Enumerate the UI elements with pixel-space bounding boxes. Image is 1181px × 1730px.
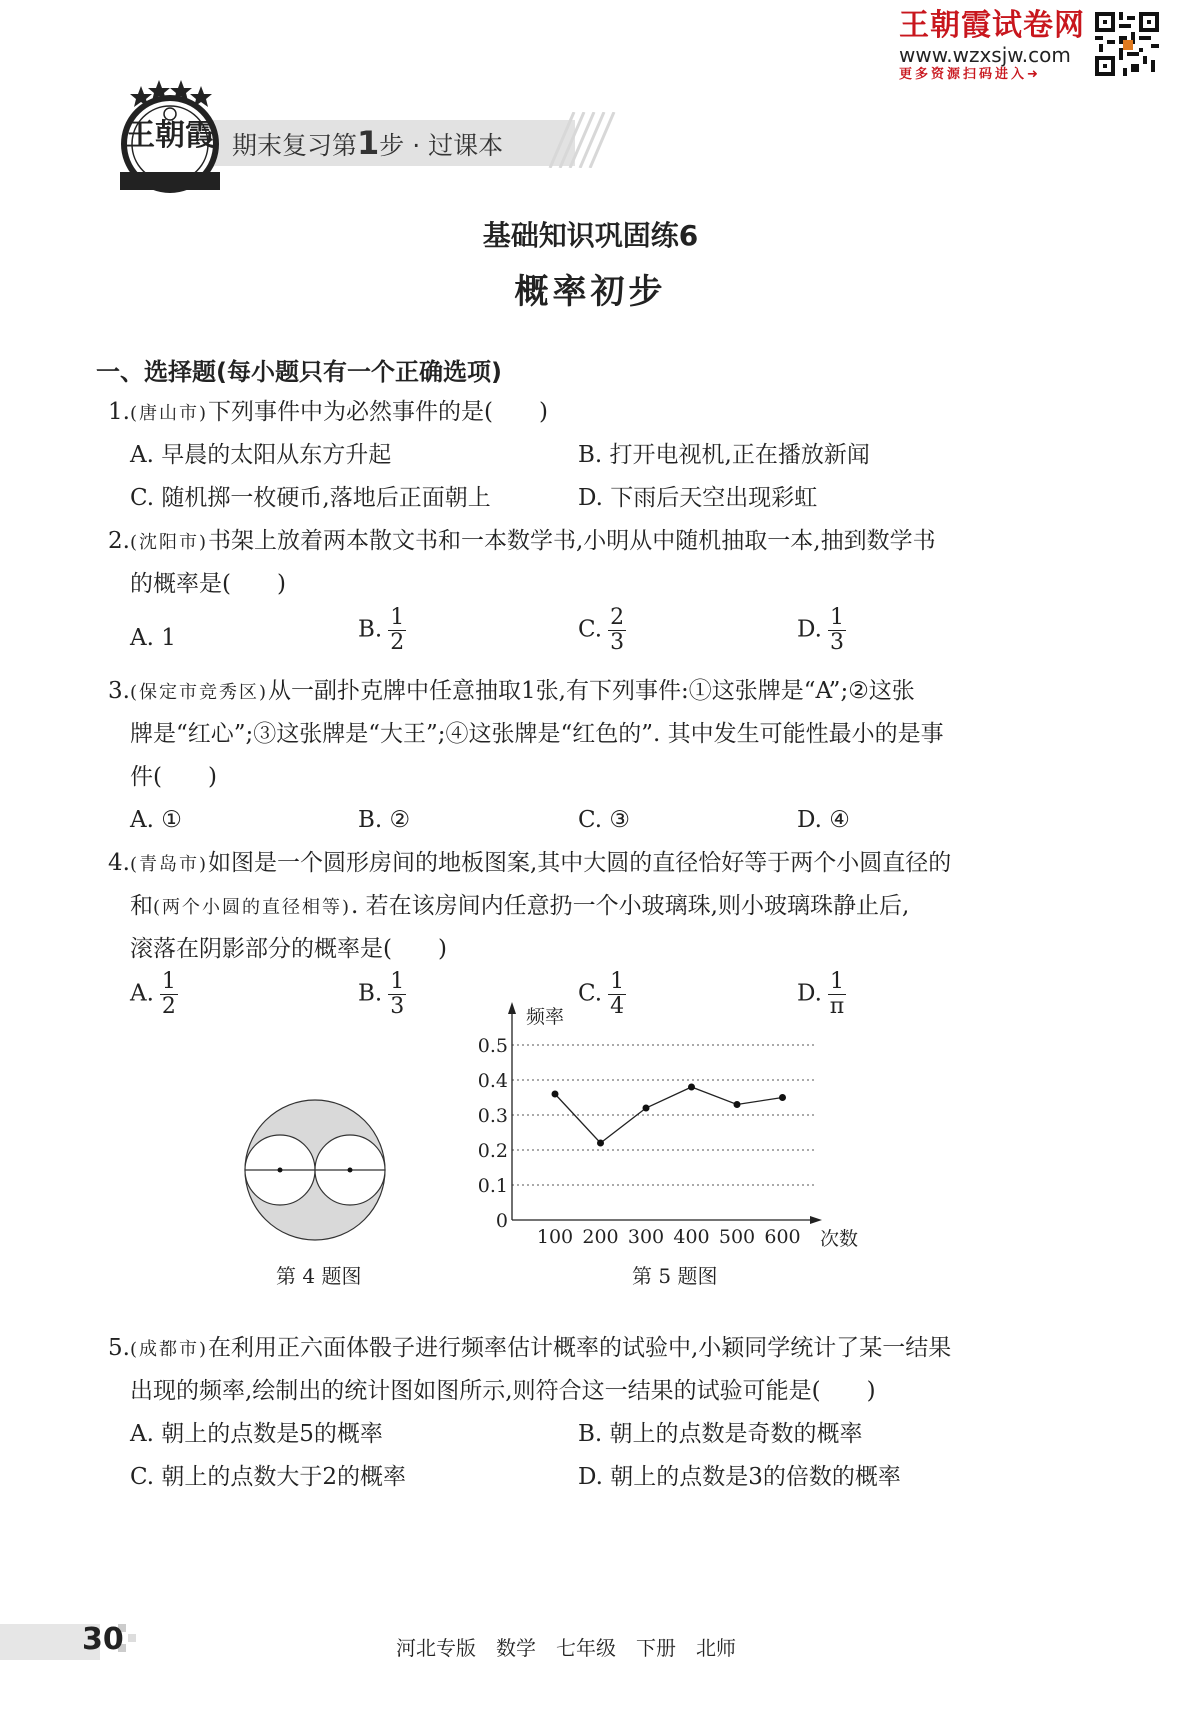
data-point	[597, 1140, 604, 1147]
numerator: 1	[829, 969, 844, 994]
x-tick-label: 200	[582, 1226, 619, 1248]
q3-number: 3.	[108, 678, 130, 704]
denominator: 3	[610, 630, 625, 655]
q5-option-c: C. 朝上的点数大于2的概率	[130, 1464, 407, 1490]
banner-stripes	[540, 112, 630, 168]
q2-stem-line1	[108, 526, 936, 558]
x-tick-label: 600	[764, 1226, 801, 1248]
figure-4-circles	[240, 1095, 390, 1245]
q2-d-fraction	[828, 606, 846, 655]
q3-option-c: C. ③	[578, 807, 631, 833]
q4-number: 4.	[108, 850, 130, 876]
q2-number: 2.	[108, 528, 130, 554]
q2-option-b	[358, 606, 406, 655]
numerator: 1	[610, 969, 625, 994]
banner-step-number: 1	[357, 124, 380, 162]
denominator: 3	[390, 994, 405, 1019]
q4-b-fraction	[388, 970, 406, 1019]
q4-stem-text: 如图是一个圆形房间的地板图案,其中大圆的直径恰好等于两个小圆直径的	[208, 850, 952, 876]
q4-a-fraction	[160, 970, 178, 1019]
figure-5-caption: 第 5 题图	[632, 1264, 718, 1288]
q3-stem-line3: 件( )	[130, 764, 217, 790]
figure-5-chart	[470, 1000, 870, 1260]
q4-stem2-a: 和	[130, 893, 153, 919]
data-point	[643, 1105, 650, 1112]
q4-stem-line2	[130, 891, 909, 923]
q1-option-d: D. 下雨后天空出现彩虹	[578, 485, 818, 511]
q5-number: 5.	[108, 1335, 130, 1361]
q3-stem-text: 从一副扑克牌中任意抽取1张,有下列事件:①这张牌是“A”;②这张	[268, 678, 915, 704]
figure-4-caption: 第 4 题图	[276, 1264, 362, 1288]
q4-c-label: C.	[578, 980, 603, 1007]
y-axis-arrow	[508, 1002, 516, 1014]
qr-code-icon[interactable]	[1095, 12, 1159, 76]
page-subtitle: 基础知识巩固练6	[482, 219, 699, 252]
q4-stem2-c: . 若在该房间内任意扔一个小玻璃珠,则小玻璃珠静止后,	[351, 893, 910, 919]
banner-title	[232, 126, 503, 163]
brand-name: 王朝霞试卷网	[899, 8, 1085, 43]
q3-option-a: A. ①	[130, 807, 182, 833]
x-tick-label: 500	[718, 1226, 756, 1248]
q4-stem2-note: (两个小圆的直径相等)	[153, 897, 352, 918]
brand-url[interactable]: www.wzxsjw.com	[899, 43, 1071, 67]
q4-stem-line1	[108, 848, 951, 880]
center-dot-left	[278, 1168, 283, 1173]
q2-option-c	[578, 606, 626, 655]
q2-d-label: D.	[797, 616, 822, 643]
q3-option-d: D. ④	[797, 807, 850, 833]
q2-b-label: B.	[358, 616, 383, 643]
denominator: 3	[829, 630, 844, 655]
q5-stem-line2: 出现的频率,绘制出的统计图如图所示,则符合这一结果的试验可能是( )	[130, 1378, 876, 1404]
x-axis-label: 次数	[820, 1228, 859, 1250]
q2-stem-text: 书架上放着两本散文书和一本数学书,小明从中随机抽取一本,抽到数学书	[208, 528, 936, 554]
q2-option-d	[797, 606, 846, 655]
q4-a-label: A.	[130, 980, 154, 1007]
q5-option-b: B. 朝上的点数是奇数的概率	[578, 1421, 863, 1447]
q1-option-c: C. 随机掷一枚硬币,落地后正面朝上	[130, 485, 491, 511]
q1-option-b: B. 打开电视机,正在播放新闻	[578, 442, 870, 468]
y-tick-label: 0.1	[477, 1175, 508, 1197]
denominator: π	[829, 994, 845, 1019]
footer-info: 河北专版 数学 七年级 下册 北师	[396, 1636, 736, 1660]
y-tick-label: 0.2	[477, 1140, 508, 1162]
numerator: 1	[161, 969, 176, 994]
numerator: 1	[390, 605, 405, 630]
q5-option-d: D. 朝上的点数是3的倍数的概率	[578, 1464, 901, 1490]
q1-option-a: A. 早晨的太阳从东方升起	[130, 442, 392, 468]
q4-option-b	[358, 970, 406, 1019]
q2-b-fraction	[388, 606, 406, 655]
q5-stem-line1	[108, 1333, 951, 1365]
q3-source: (保定市竞秀区)	[129, 682, 268, 703]
page-title: 概率初步	[514, 272, 667, 312]
q2-source: (沈阳市)	[129, 532, 208, 553]
numerator: 1	[829, 605, 844, 630]
y-tick-label: 0.4	[477, 1070, 508, 1092]
q1-stem	[108, 397, 548, 429]
data-point	[779, 1094, 786, 1101]
q3-stem-line1	[108, 676, 915, 708]
q1-number: 1.	[108, 399, 130, 425]
q1-stem-text: 下列事件中为必然事件的是( )	[208, 399, 548, 425]
x-axis-arrow	[810, 1216, 822, 1224]
q4-option-a	[130, 970, 178, 1019]
center-dot-right	[348, 1168, 353, 1173]
q2-c-fraction	[608, 606, 626, 655]
numerator: 2	[610, 605, 625, 630]
q3-stem-line2: 牌是“红心”;③这张牌是“大王”;④这张牌是“红色的”. 其中发生可能性最小的是事	[130, 721, 944, 747]
denominator: 4	[610, 994, 625, 1019]
y-axis-label: 频率	[526, 1006, 565, 1028]
q2-option-a: A. 1	[130, 625, 176, 651]
data-point	[734, 1101, 741, 1108]
q5-stem-text: 在利用正六面体骰子进行频率估计概率的试验中,小颖同学统计了某一结果	[208, 1335, 952, 1361]
q1-source: (唐山市)	[129, 403, 208, 424]
logo-text: 王朝霞	[125, 118, 215, 153]
section-heading: 一、选择题(每小题只有一个正确选项)	[96, 358, 502, 386]
brand-slogan: 更多资源扫码进入➜	[899, 67, 1041, 82]
denominator: 2	[390, 630, 405, 655]
q4-d-label: D.	[797, 980, 822, 1007]
numerator: 1	[390, 969, 405, 994]
q3-option-b: B. ②	[358, 807, 411, 833]
page-number: 30	[82, 1622, 124, 1657]
brand-block	[899, 8, 1085, 84]
x-tick-label: 300	[627, 1226, 665, 1248]
y-tick-label: 0	[495, 1210, 508, 1232]
x-tick-label: 400	[673, 1226, 710, 1248]
x-tick-label: 100	[536, 1226, 574, 1248]
denominator: 2	[161, 994, 176, 1019]
q4-stem-line3: 滚落在阴影部分的概率是( )	[130, 936, 447, 962]
q5-source: (成都市)	[129, 1339, 208, 1360]
q5-option-a: A. 朝上的点数是5的概率	[130, 1421, 383, 1447]
data-point	[688, 1084, 695, 1091]
q2-stem-line2: 的概率是( )	[130, 571, 286, 597]
banner-prefix: 期末复习第	[232, 131, 358, 160]
data-point	[552, 1091, 559, 1098]
y-tick-label: 0.3	[477, 1105, 508, 1127]
banner-suffix: 步 · 过课本	[379, 131, 504, 160]
q2-c-label: C.	[578, 616, 603, 643]
q4-source: (青岛市)	[129, 854, 208, 875]
y-tick-label: 0.5	[477, 1035, 508, 1057]
q4-b-label: B.	[358, 980, 383, 1007]
